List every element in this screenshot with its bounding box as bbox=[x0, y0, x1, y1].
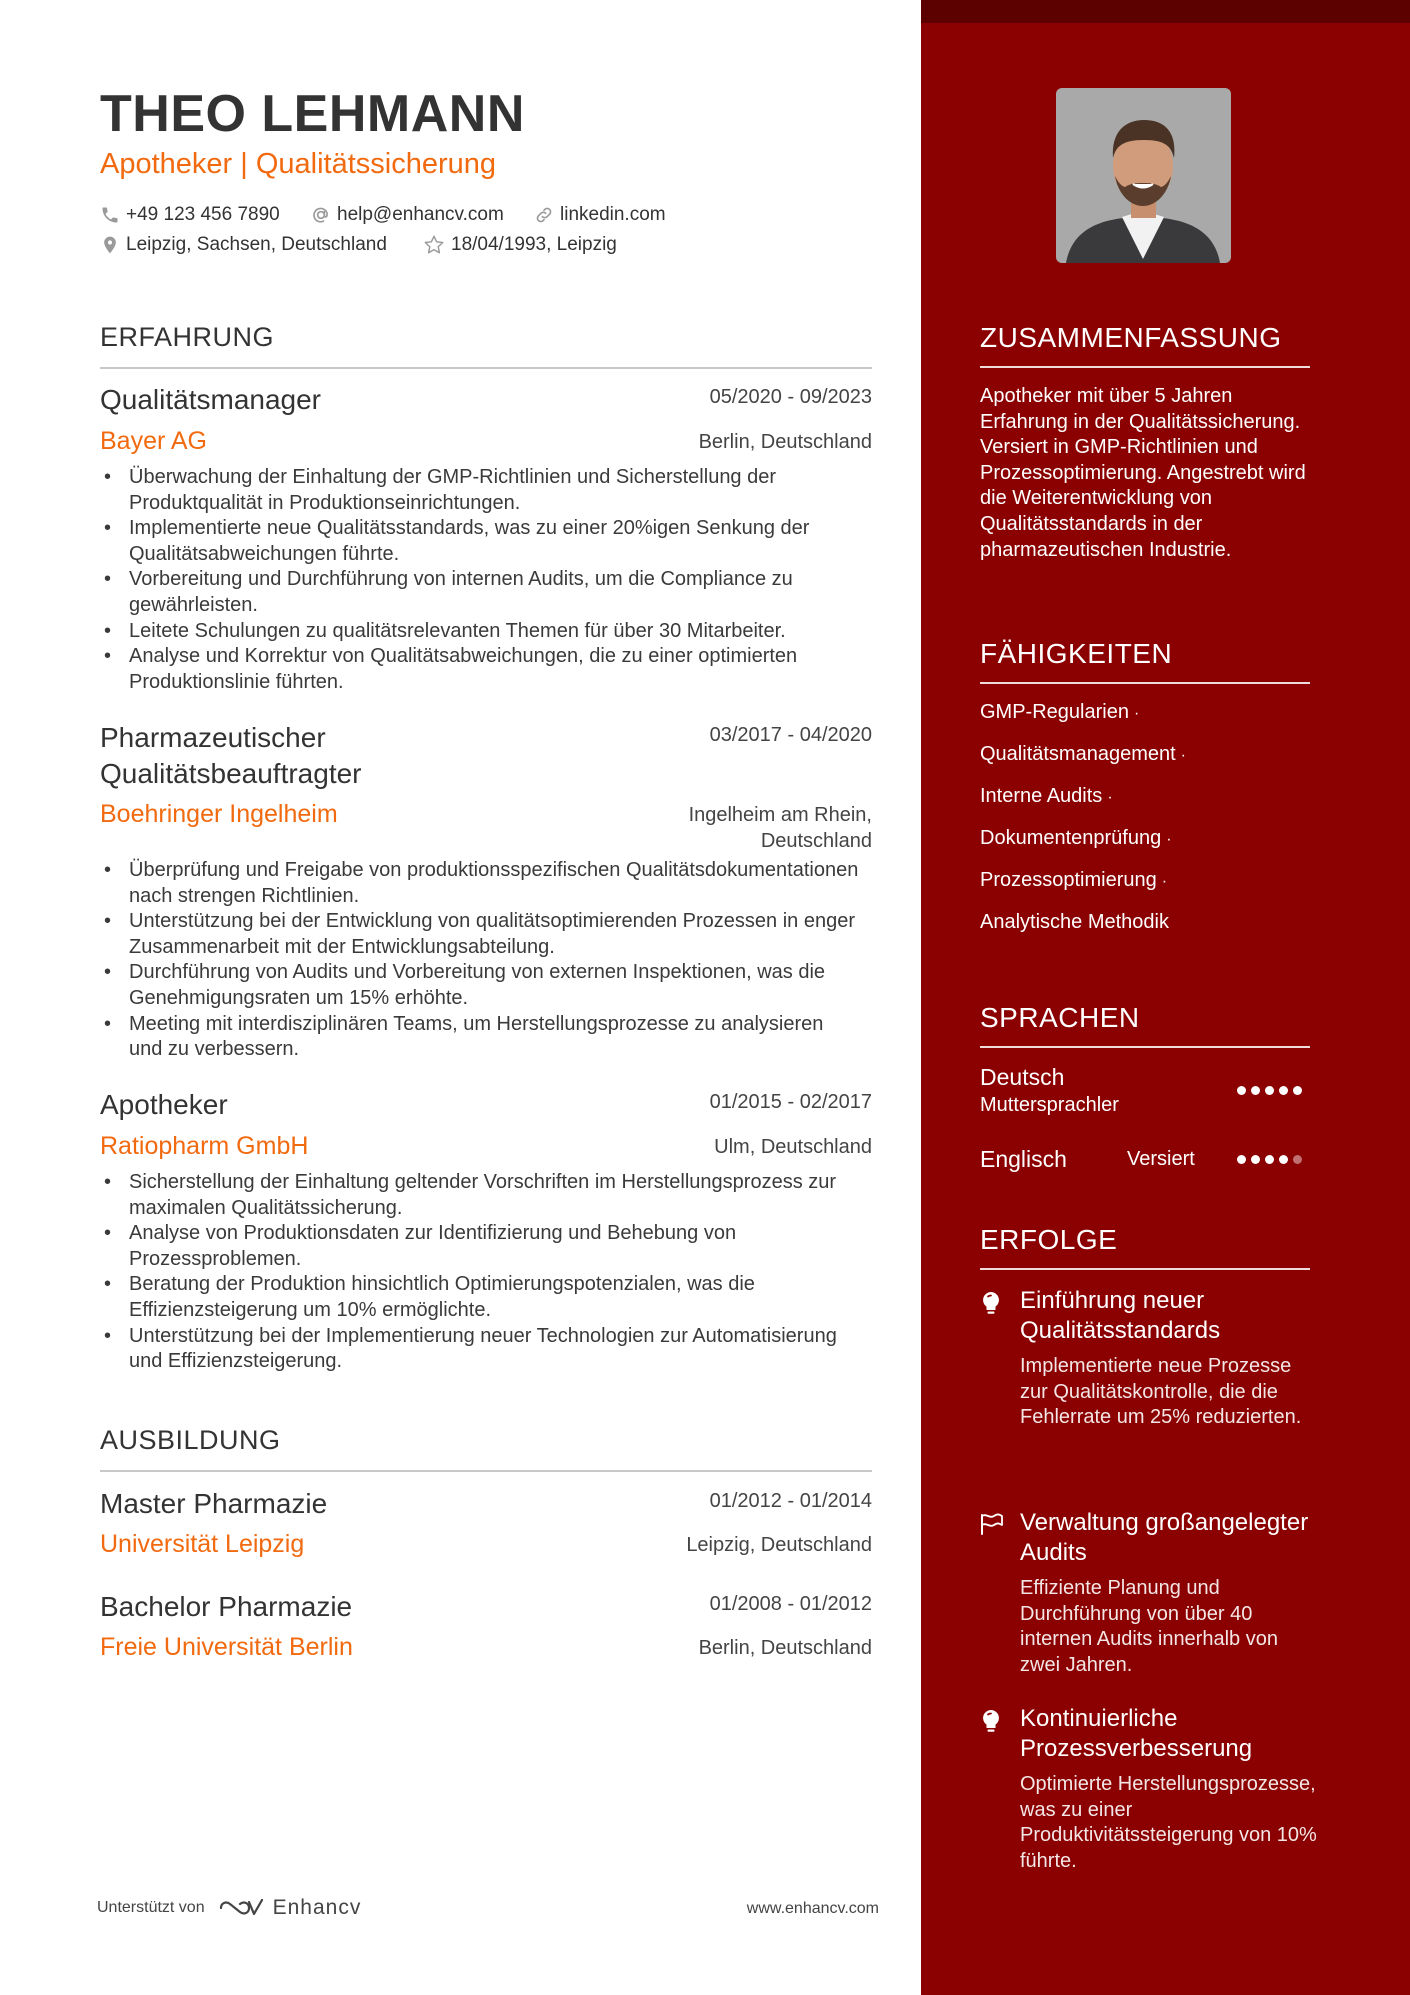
summary-section-title: ZUSAMMENFASSUNG bbox=[980, 322, 1310, 368]
skill-label: Prozessoptimierung bbox=[980, 869, 1157, 891]
contact-location bbox=[100, 234, 387, 256]
rating-dot bbox=[1265, 1155, 1274, 1164]
rating-dot bbox=[1293, 1155, 1302, 1164]
at-icon bbox=[311, 205, 331, 225]
rating-dot bbox=[1251, 1086, 1260, 1095]
achievements-section-title: ERFOLGE bbox=[980, 1224, 1310, 1270]
edu-degree: Master Pharmazie bbox=[100, 1488, 328, 1519]
achievement-desc: Implementierte neue Prozesse zur Qualitätskontrolle, die die Fehlerrate um 25% reduzierten. bbox=[1020, 1355, 1302, 1429]
edu-dates: 01/2012 - 01/2014 bbox=[709, 1490, 872, 1512]
lightbulb-icon bbox=[979, 1290, 1003, 1321]
contact-birth bbox=[423, 234, 617, 256]
skill-label: Analytische Methodik bbox=[980, 911, 1169, 933]
phone-text: +49 123 456 7890 bbox=[126, 204, 280, 225]
edu-location: Berlin, Deutschland bbox=[698, 1637, 872, 1659]
edu-degree: Bachelor Pharmazie bbox=[100, 1591, 353, 1622]
job-location: Ingelheim am Rhein, Deutschland bbox=[688, 804, 872, 852]
rating-dot bbox=[1279, 1086, 1288, 1095]
language-name: Englisch bbox=[980, 1146, 1067, 1172]
footer-powered-by[interactable] bbox=[97, 1896, 361, 1920]
candidate-name: THEO LEHMANN bbox=[100, 85, 525, 143]
headline: Apotheker | Qualitätssicherung bbox=[100, 148, 497, 180]
edu-school: Universität Leipzig bbox=[100, 1530, 305, 1558]
skill-separator: · bbox=[1107, 789, 1113, 806]
rating-dot bbox=[1279, 1155, 1288, 1164]
job-title: Qualitätsmanager bbox=[100, 384, 322, 415]
rating-dot bbox=[1265, 1086, 1274, 1095]
job-company: Ratiopharm GmbH bbox=[100, 1132, 309, 1160]
education-section-title: AUSBILDUNG bbox=[100, 1425, 872, 1472]
job-company: Bayer AG bbox=[100, 427, 207, 455]
bullet-item: • Überprüfung und Freigabe von produktionsspezifischen Qualitätsdokumentationen nach strengen Richtlinien. bbox=[100, 858, 860, 909]
enhancv-logo-icon bbox=[217, 1896, 265, 1920]
achievement-desc: Effiziente Planung und Durchführung von über 40 internen Audits innerhalb von zwei Jahren. bbox=[1020, 1577, 1278, 1676]
languages-section-title: SPRACHEN bbox=[980, 1002, 1310, 1048]
skill-label: GMP-Regularien bbox=[980, 701, 1129, 723]
achievement-desc: Optimierte Herstellungsprozesse, was zu einer Produktivitätssteigerung von 10% führte. bbox=[1020, 1773, 1317, 1872]
skill-label: Interne Audits bbox=[980, 785, 1103, 807]
rating-dot bbox=[1237, 1086, 1246, 1095]
skill-item bbox=[980, 785, 1113, 808]
job-dates: 03/2017 - 04/2020 bbox=[709, 724, 872, 746]
email-text: help@enhancv.com bbox=[337, 204, 504, 225]
bullet-item: • Unterstützung bei der Implementierung neuer Technologien zur Automatisierung und Effizienzsteigerung. bbox=[100, 1324, 860, 1375]
bullet-item: • Analyse und Korrektur von Qualitätsabweichungen, die zu einer optimierten Produktionslinie führten. bbox=[100, 644, 860, 695]
summary-text: Apotheker mit über 5 Jahren Erfahrung in der Qualitätssicherung. Versiert in GMP-Richtlinien und Prozessoptimierung. Angestrebt wird die Weiterentwicklung von Qualitätsstandards in der pharmazeutischen Industrie. bbox=[980, 385, 1306, 561]
contact-website[interactable] bbox=[534, 204, 666, 226]
bullet-item: • Leitete Schulungen zu qualitätsrelevanten Themen für über 30 Mitarbeiter. bbox=[100, 619, 860, 645]
job-title: Pharmazeutischer Qualitätsbeauftragter bbox=[100, 722, 362, 789]
job-location: Ulm, Deutschland bbox=[714, 1136, 872, 1158]
contact-email[interactable] bbox=[311, 204, 504, 226]
bullet-item: • Vorbereitung und Durchführung von internen Audits, um die Compliance zu gewährleisten. bbox=[100, 567, 860, 618]
footer-url[interactable]: www.enhancv.com bbox=[746, 1900, 879, 1917]
skill-separator: · bbox=[1166, 831, 1172, 848]
birth-text: 18/04/1993, Leipzig bbox=[451, 234, 617, 255]
bullet-item: • Unterstützung bei der Entwicklung von qualitätsoptimierenden Prozessen in enger Zusammenarbeit mit der Entwicklungsabteilung. bbox=[100, 909, 860, 960]
bullet-item: • Meeting mit interdisziplinären Teams, um Herstellungsprozesse zu analysieren und zu verbessern. bbox=[100, 1012, 860, 1063]
skill-separator: · bbox=[1180, 747, 1186, 764]
job-company: Boehringer Ingelheim bbox=[100, 800, 338, 828]
star-icon bbox=[423, 234, 445, 256]
skill-separator: · bbox=[1161, 873, 1168, 890]
edu-school: Freie Universität Berlin bbox=[100, 1633, 353, 1661]
sidebar bbox=[921, 0, 1410, 1995]
job-location: Berlin, Deutschland bbox=[698, 431, 872, 453]
bullet-item: • Implementierte neue Qualitätsstandards, was zu einer 20%igen Senkung der Qualitätsabweichungen führte. bbox=[100, 516, 860, 567]
edu-location: Leipzig, Deutschland bbox=[686, 1534, 872, 1556]
achievement-title: Verwaltung großangelegter Audits bbox=[1020, 1509, 1309, 1566]
experience-section-title: ERFAHRUNG bbox=[100, 322, 872, 369]
skill-label: Dokumentenprüfung bbox=[980, 827, 1162, 849]
bullet-item: • Analyse von Produktionsdaten zur Identifizierung und Behebung von Prozessproblemen. bbox=[100, 1221, 860, 1272]
achievement-title: Kontinuierliche Prozessverbesserung bbox=[1020, 1705, 1253, 1762]
location-text: Leipzig, Sachsen, Deutschland bbox=[126, 234, 387, 255]
flag-icon bbox=[979, 1512, 1005, 1541]
language-level: Muttersprachler bbox=[980, 1094, 1119, 1116]
rating-dot bbox=[1237, 1155, 1246, 1164]
location-pin-icon bbox=[100, 235, 120, 255]
powered-by-text: Unterstützt von bbox=[97, 1899, 205, 1916]
bullet-item: • Durchführung von Audits und Vorbereitung von externen Inspektionen, was die Genehmigungsraten um 15% erhöhte. bbox=[100, 960, 860, 1011]
job-bullets bbox=[100, 1170, 860, 1375]
rating-dot bbox=[1293, 1086, 1302, 1095]
skill-item bbox=[980, 869, 1167, 892]
phone-icon bbox=[100, 205, 120, 225]
job-bullets bbox=[100, 858, 860, 1063]
job-title: Apotheker bbox=[100, 1089, 228, 1120]
link-icon bbox=[534, 205, 554, 225]
skills-section-title: FÄHIGKEITEN bbox=[980, 638, 1310, 684]
skill-item bbox=[980, 911, 1169, 934]
language-rating bbox=[1237, 1086, 1302, 1095]
skill-label: Qualitätsmanagement bbox=[980, 743, 1176, 765]
enhancv-brand: Enhancv bbox=[272, 1896, 362, 1919]
edu-dates: 01/2008 - 01/2012 bbox=[709, 1593, 872, 1615]
profile-photo bbox=[1056, 88, 1231, 263]
language-level: Versiert bbox=[1127, 1148, 1195, 1170]
skill-item bbox=[980, 701, 1139, 724]
website-text: linkedin.com bbox=[560, 204, 666, 225]
bullet-item: • Sicherstellung der Einhaltung geltender Vorschriften im Herstellungsprozess zur maximalen Qualitätssicherung. bbox=[100, 1170, 860, 1221]
contact-phone bbox=[100, 204, 280, 226]
bullet-item: • Beratung der Produktion hinsichtlich Optimierungspotenzialen, was die Effizienzsteigerung um 10% ermöglichte. bbox=[100, 1272, 860, 1323]
achievement-title: Einführung neuer Qualitätsstandards bbox=[1020, 1287, 1221, 1344]
language-rating bbox=[1237, 1155, 1302, 1164]
skill-separator: · bbox=[1133, 705, 1140, 722]
rating-dot bbox=[1251, 1155, 1260, 1164]
lightbulb-icon bbox=[979, 1708, 1003, 1739]
skill-item bbox=[980, 743, 1186, 766]
language-name: Deutsch bbox=[980, 1064, 1065, 1090]
job-dates: 05/2020 - 09/2023 bbox=[709, 386, 872, 408]
skill-item bbox=[980, 827, 1172, 850]
job-dates: 01/2015 - 02/2017 bbox=[709, 1091, 872, 1113]
sidebar-top-band bbox=[921, 0, 1410, 23]
bullet-item: • Überwachung der Einhaltung der GMP-Richtlinien und Sicherstellung der Produktqualität in Produktionseinrichtungen. bbox=[100, 465, 860, 516]
avatar-icon bbox=[1056, 88, 1231, 263]
job-bullets bbox=[100, 465, 860, 695]
